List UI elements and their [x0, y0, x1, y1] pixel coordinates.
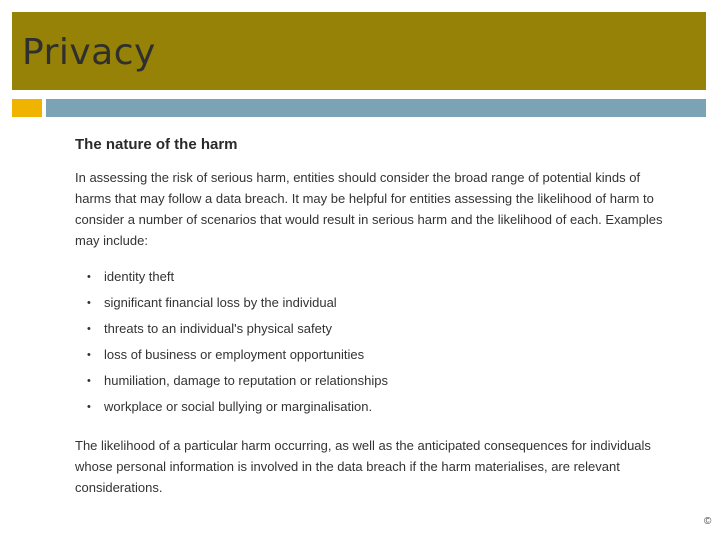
title-bar: [12, 12, 706, 90]
bullet-icon: •: [87, 271, 91, 283]
list-item: [87, 347, 665, 363]
conclusion-paragraph: The likelihood of a particular harm occurring, as well as the anticipated consequences for individuals whose personal information is involved in the data breach if the harm materialises, are relevant considerations.: [75, 438, 651, 495]
section-heading: The nature of the harm: [75, 136, 238, 153]
slide-content: [75, 136, 665, 498]
bullet-icon: •: [87, 375, 91, 387]
footer-author-left: Margaret McPherson. CPM, FAAPM: [287, 523, 416, 532]
list-item: [87, 373, 665, 389]
harm-examples-list: [87, 269, 665, 415]
bullet-icon: •: [87, 323, 91, 335]
list-item: [87, 399, 665, 415]
list-item-text: identity theft: [104, 269, 175, 284]
list-item: [87, 295, 665, 311]
footer-author-right: Brett McPherson. Life Member – AAPM, CPM, FAAPM.: [487, 523, 683, 532]
accent-bar-left: [12, 99, 42, 117]
list-item-text: significant financial loss by the individual: [104, 295, 337, 310]
list-item: [87, 321, 665, 337]
list-item-text: workplace or social bullying or marginalisation.: [104, 399, 373, 414]
list-item-text: loss of business or employment opportunities: [104, 347, 365, 362]
bullet-icon: •: [87, 349, 91, 361]
copyright-icon: ©: [704, 516, 712, 527]
list-item-text: threats to an individual's physical safety: [104, 321, 332, 336]
bullet-icon: •: [87, 401, 91, 413]
accent-bar-right: [46, 99, 706, 117]
intro-paragraph: In assessing the risk of serious harm, entities should consider the broad range of potential kinds of harms that may follow a data breach. It may be helpful for entities assessing the likelihood of harm to consider a number of scenarios that would result in serious harm and the likelihood of each. Examples may include:: [75, 170, 663, 248]
bullet-icon: •: [87, 297, 91, 309]
list-item-text: humiliation, damage to reputation or relationships: [104, 373, 389, 388]
list-item: [87, 269, 665, 285]
slide-title: Privacy: [22, 32, 156, 73]
